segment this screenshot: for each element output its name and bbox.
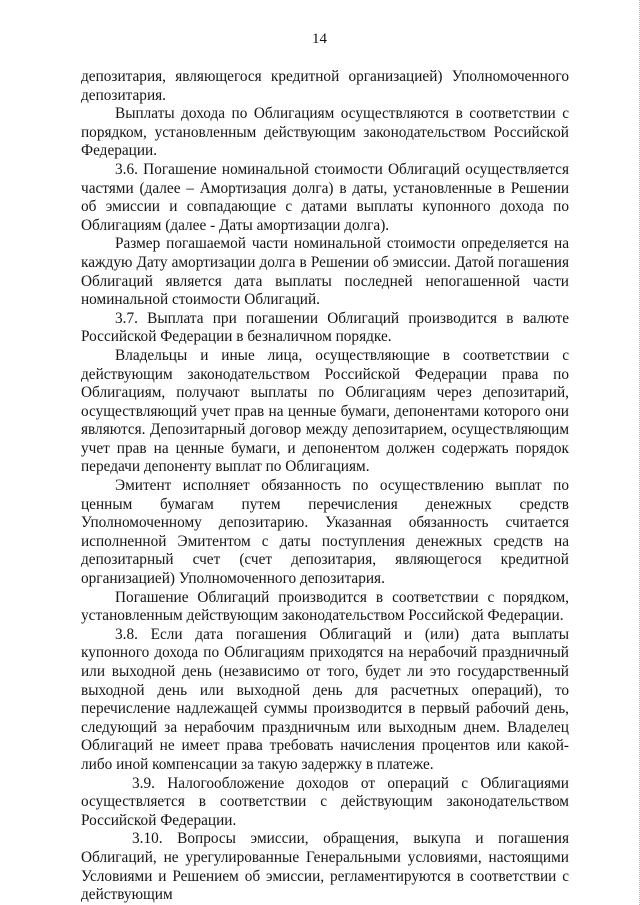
paragraph-3-8-holiday: 3.8. Если дата погашения Облигаций и (или) дата выплаты купонного дохода по Облигациям приходятся на нерабочий праздничный или выходной день (независимо от того, будет ли это государственный выходной день или выходной день для расчетных операций), то перечисление надлежащей суммы производится в первый рабочий день, следующий за нерабочим праздничным или выходным днем. Владелец Облигаций не имеет права требовать начисления процентов или какой-либо иной компенсации за такую задержку в платеже.	[81, 625, 569, 773]
paragraph-3-9-taxation: 3.9. Налогообложение доходов от операций с Облигациями осуществляется в соответствии с действующим законодательством Российской Федерации.	[81, 774, 569, 829]
paragraph-issuer-obligation: Эмитент исполняет обязанность по осуществлению выплат по ценным бумагам путем перечисления денежных средств Уполномоченному депозитарию. Указанная обязанность считается исполненной Эмитентом с даты поступления денежных средств на депозитарный счет (счет депозитария, являющегося кредитной организацией) Уполномоченного депозитария.	[81, 477, 569, 588]
document-body	[81, 68, 569, 905]
paragraph-3-6-amortization: 3.6. Погашение номинальной стоимости Облигаций осуществляется частями (далее – Амортизация долга) в даты, установленные в Решении об эмиссии и совпадающие с датами выплаты купонного дохода по Облигациям (далее - Даты амортизации долга).	[81, 160, 569, 234]
paragraph-continuation: депозитария, являющегося кредитной организацией) Уполномоченного депозитария.	[81, 68, 569, 104]
paragraph-redemption-order: Погашение Облигаций производится в соответствии с порядком, установленным действующим законодательством Российской Федерации.	[81, 588, 569, 625]
paragraph-holders: Владельцы и иные лица, осуществляющие в соответствии с действующим законодательством Российской Федерации права по Облигациям, получают выплаты по Облигациям через депозитарий, осуществляющий учет прав на ценные бумаги, депонентами которого они являются. Депозитарный договор между депозитарием, осуществляющим учет прав на ценные бумаги, и депонентом должен содержать порядок передачи депоненту выплат по Облигациям.	[81, 346, 569, 476]
paragraph-redemption-size: Размер погашаемой части номинальной стоимости определяется на каждую Дату амортизации долга в Решении об эмиссии. Датой погашения Облигаций является дата выплаты последней непогашенной части номинальной стоимости Облигаций.	[81, 235, 569, 309]
page-number: 14	[312, 31, 327, 47]
paragraph-3-7-currency: 3.7. Выплата при погашении Облигаций производится в валюте Российской Федерации в безналичном порядке.	[81, 309, 569, 346]
paragraph-coupon-payments: Выплаты дохода по Облигациям осуществляются в соответствии с порядком, установленным действующим законодательством Российской Федерации.	[81, 105, 569, 160]
paragraph-3-10-issues: 3.10. Вопросы эмиссии, обращения, выкупа и погашения Облигаций, не урегулированные Генеральными условиями, настоящими Условиями и Решением об эмиссии, регламентируются в соответствии с действующим	[81, 830, 569, 904]
